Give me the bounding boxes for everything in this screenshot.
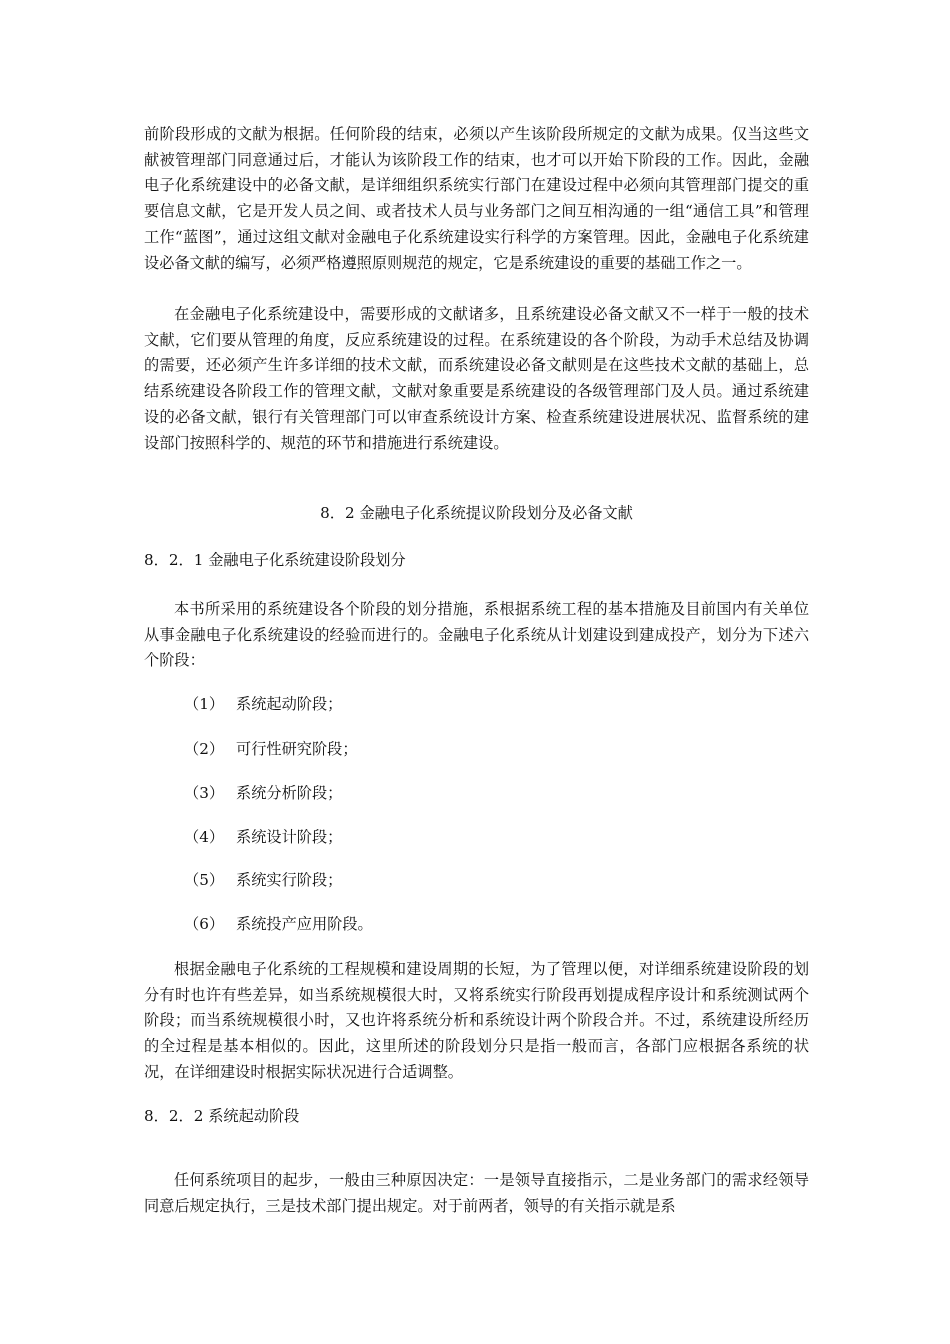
list-item-label: 系统起动阶段； (236, 695, 343, 713)
list-item-number: （5） (184, 871, 225, 889)
paragraph-stage-adjustment: 根据金融电子化系统的工程规模和建设周期的长短，为了管理以便，对详细系统建设阶段的划分有时也许有些差异，如当系统规模很大时，又将系统实行阶段再划提成程序设计和系统测试两个阶段；而当系统规模很小时，又也许将系统分析和系统设计两个阶段合并。不过，系统建设所经历的全过程是基本相似的。因此，这里所述的阶段划分只是指一般而言，各部门应根据各系统的状况，在详细建设时根据实际状况进行合适调整。 (144, 960, 809, 1081)
paragraph-stage-documents: 前阶段形成的文献为根据。任何阶段的结束，必须以产生该阶段所规定的文献为成果。仅当这些文献被管理部门同意通过后，才能认为该阶段工作的结束，也才可以开始下阶段的工作。因此，金融电子化系统建设中的必备文献，是详细组织系统实行部门在建设过程中必须向其管理部门提交的重要信息文献，它是开发人员之间、或者技术人员与业务部门之间互相沟通的一组“通信工具”和管理工作“蓝图”，通过这组文献对金融电子化系统建设实行科学的方案管理。因此，金融电子化系统建设必备文献的编写，必须严格遵照原则规范的规定，它是系统建设的重要的基础工作之一。 (144, 125, 809, 272)
list-item-number: （2） (184, 740, 225, 758)
list-item (184, 692, 342, 717)
subsection-title-stage-division: 8．2．1 金融电子化系统建设阶段划分 (144, 551, 406, 569)
list-item (184, 825, 342, 850)
list-item-label: 系统实行阶段； (236, 871, 343, 889)
paragraph-required-documents: 在金融电子化系统建设中，需要形成的文献诸多，且系统建设必备文献又不一样于一般的技术文献，它们要从管理的角度，反应系统建设的过程。在系统建设的各个阶段，为动手术总结及协调的需要，还必须产生许多详细的技术文献，而系统建设必备文献则是在这些技术文献的基础上，总结系统建设各阶段工作的管理文献，文献对象重要是系统建设的各级管理部门及人员。通过系统建设的必备文献，银行有关管理部门可以审查系统设计方案、检查系统建设进展状况、监督系统的建设部门按照科学的、规范的环节和措施进行系统建设。 (144, 305, 809, 452)
list-item (184, 912, 373, 937)
paragraph-project-origin: 任何系统项目的起步，一般由三种原因决定：一是领导直接指示，二是业务部门的需求经领导同意后规定执行，三是技术部门提出规定。对于前两者，领导的有关指示就是系 (144, 1171, 809, 1215)
list-item (184, 737, 358, 762)
list-item (184, 868, 342, 893)
list-item-number: （3） (184, 784, 225, 802)
list-item-label: 系统投产应用阶段。 (236, 915, 373, 933)
list-item-number: （1） (184, 695, 225, 713)
list-item-label: 系统分析阶段； (236, 784, 343, 802)
subsection-title-startup-stage: 8．2．2 系统起动阶段 (144, 1107, 300, 1125)
list-item-number: （6） (184, 915, 225, 933)
list-item-label: 系统设计阶段； (236, 828, 343, 846)
paragraph-stage-method: 本书所采用的系统建设各个阶段的划分措施，系根据系统工程的基本措施及目前国内有关单位从事金融电子化系统建设的经验而进行的。金融电子化系统从计划建设到建成投产，划分为下述六个阶段： (144, 600, 809, 670)
list-item (184, 781, 342, 806)
list-item-number: （4） (184, 828, 225, 846)
section-title: 8．2 金融电子化系统提议阶段划分及必备文献 (320, 504, 633, 522)
list-item-label: 可行性研究阶段； (236, 740, 358, 758)
